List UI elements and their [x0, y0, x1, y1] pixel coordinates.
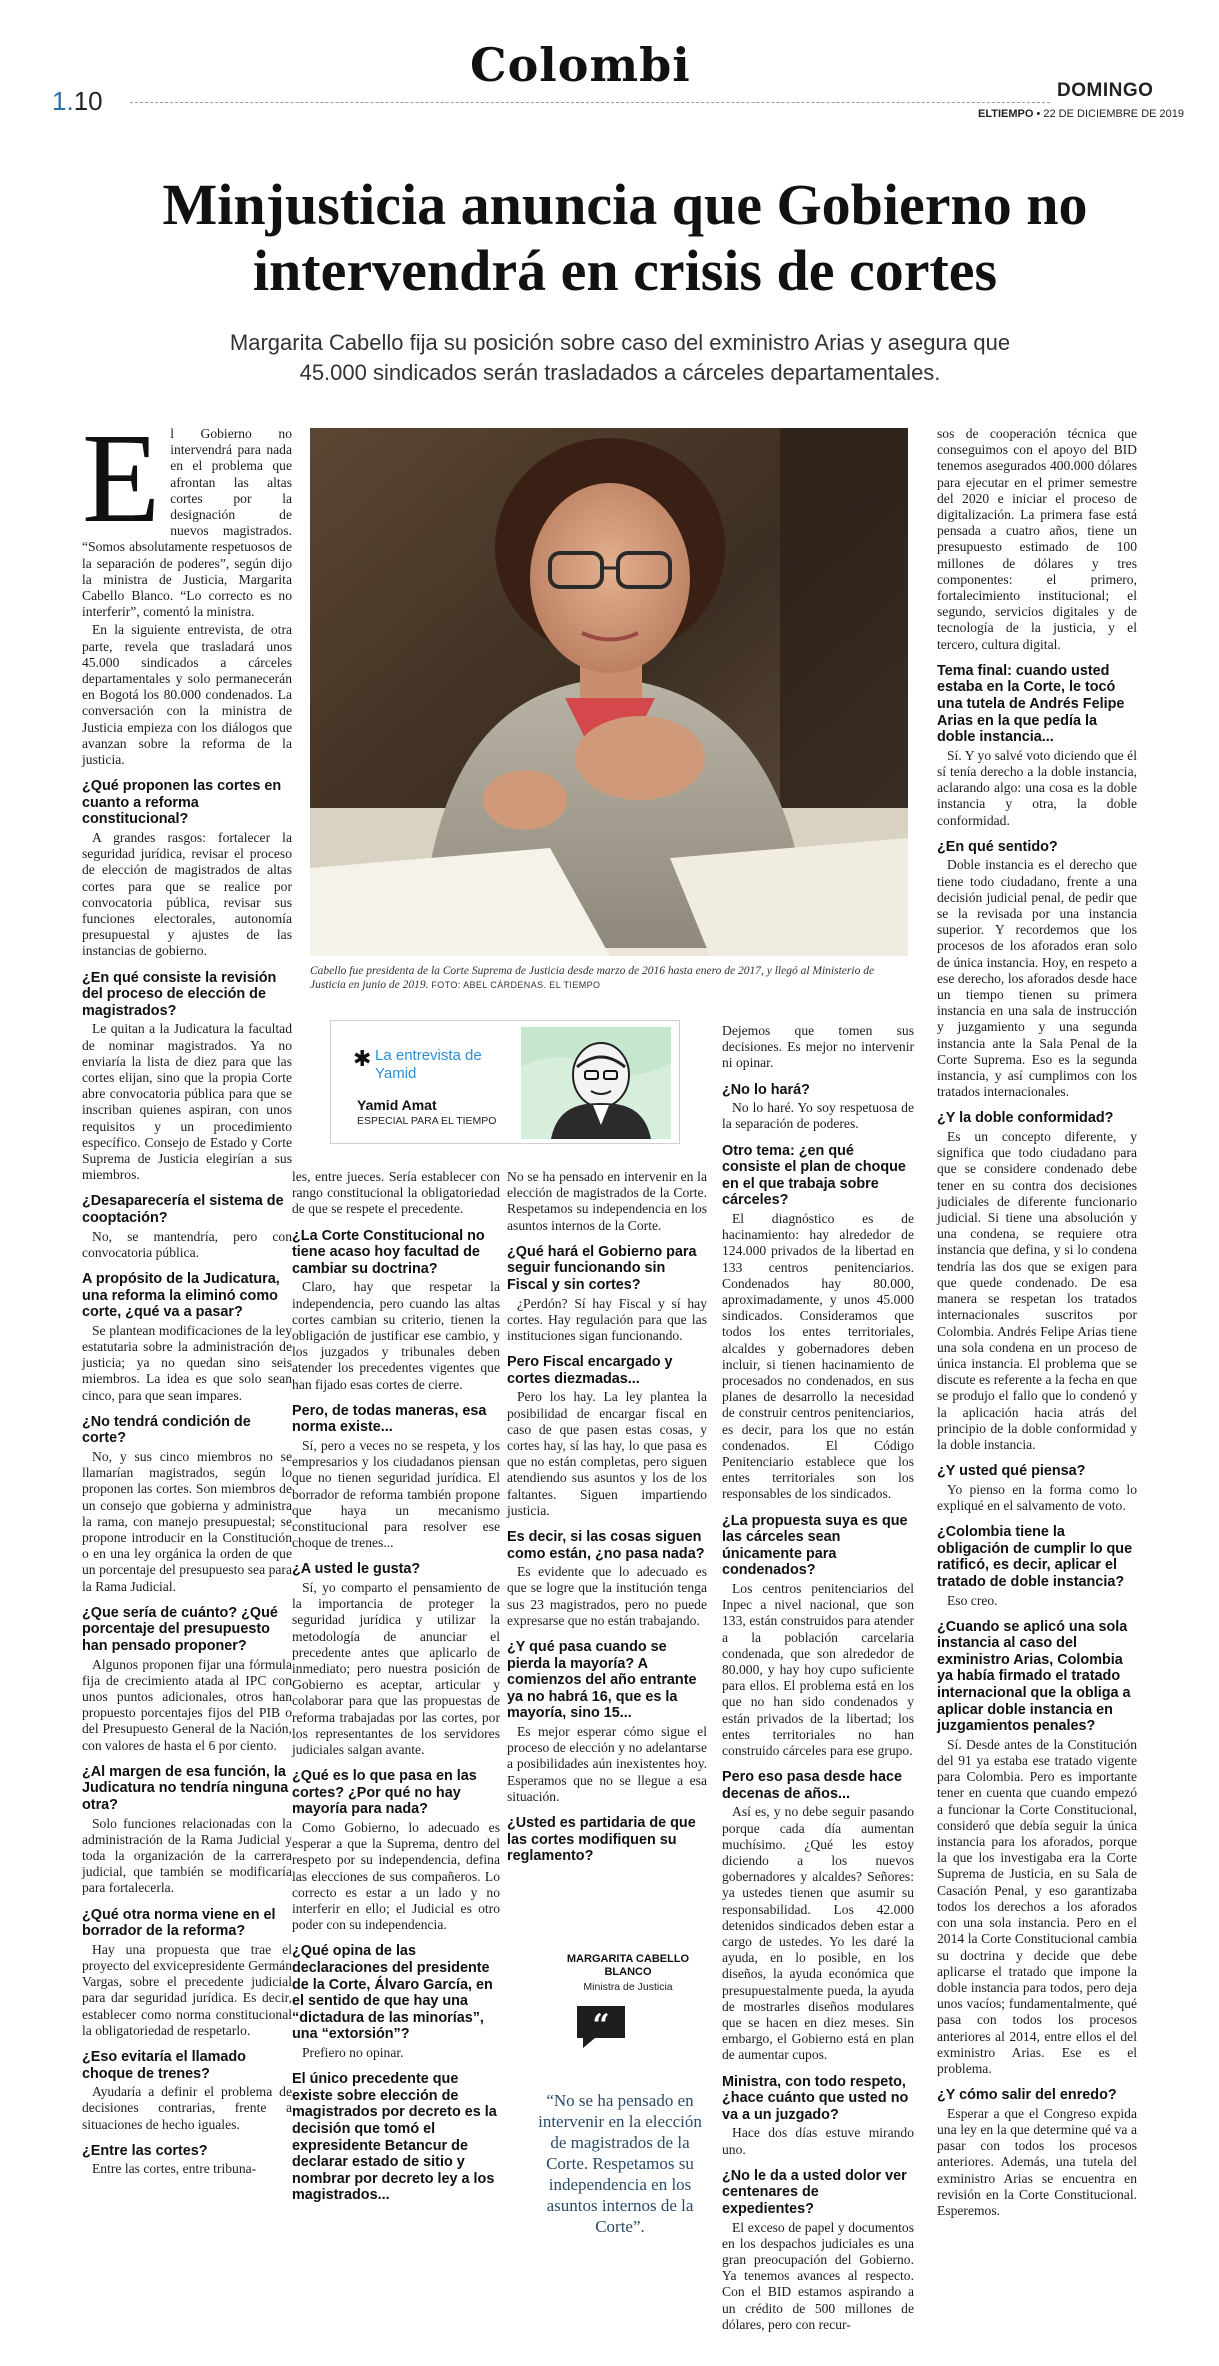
- svg-text:“: “: [592, 2008, 610, 2043]
- question: ¿Y usted qué piensa?: [937, 1463, 1086, 1480]
- question: ¿Y qué pasa cuando se pierda la mayoría? A comienzos del año entrante ya no habrá 16, que es la mayoría, sino 15...: [507, 1639, 697, 1722]
- answer: Hay una propuesta que trae el proyecto del exvicepresidente Germán Vargas, sobre el precedente judicial para dar seguridad jurídica. Es decir, establecer como norma constitucional la obligatoriedad de respetarlo.: [82, 1941, 292, 2038]
- pull-quote: “No se ha pensado en intervenir en la elección de magistrados de la Corte. Respetamos su independencia en los asuntos internos de la Corte”.: [538, 2091, 702, 2236]
- page-section-prefix: 1.: [52, 86, 74, 116]
- answer: El diagnóstico es de hacinamiento: hay alrededor de 124.000 privados de la libertad en 133 centros penitenciarios. Condenados hay 80.000, aproximadamente, y unos 45.000 sindicados. Consideramos que todos los entes territoriales, alcaldes y gobernadores deben incluir, si tienen hacinamiento de procesados no condenados, en sus planes de desarrollo la necesidad de construir centros penitenciarios, es decir, para los que no están condenados. El Código Penitenciario establece que los entes territoriales son los responsables de los sindicados.: [722, 1210, 914, 1502]
- question: ¿Qué opina de las declaraciones del presidente de la Corte, Álvaro García, en el sentido de que hay una “dictadura de las minorías”, una “extorsión”?: [292, 1943, 493, 2043]
- question: El único precedente que existe sobre elección de magistrados por decreto es la decisión que tomó el expresidente Betancur de declarar estado de sitio y nombrar por decreto ley a los magistrados...: [292, 2071, 497, 2204]
- answer: Es mejor esperar cómo sigue el proceso de elección y no adelantarse a posibilidades aún inexistentes hoy. Esperamos que no se llegue a esa situación.: [507, 1723, 707, 1804]
- question: ¿Que sería de cuánto? ¿Qué porcentaje del presupuesto han pensado proponer?: [82, 1604, 278, 1655]
- column-5: [937, 426, 1137, 2276]
- caption-text: Cabello fue presidenta de la Corte Suprema de Justicia desde marzo de 2016 hasta enero de 2017, y llegó al Ministerio de Justicia en junio de 2019.: [310, 965, 875, 991]
- question: ¿Colombia tiene la obligación de cumplir lo que ratificó, es decir, aplicar el tratado de doble instancia?: [937, 1524, 1133, 1590]
- answer: Los centros penitenciarios del Inpec a nivel nacional, que son 133, están construidos para atender a la población carcelaria condenada, que son alrededor de 80.000, y hay hoy cupo suficiente para ellos. El problema está en los que no han sido condenados y están privados de la libertad; los entes territoriales no han construido cárceles para ese grupo.: [722, 1581, 914, 1759]
- question: ¿Desaparecería el sistema de cooptación?: [82, 1193, 284, 1227]
- quote-speaker-role: Ministra de Justicia: [583, 1981, 673, 1993]
- interview-series-label: La entrevista de Yamid: [375, 1047, 482, 1082]
- question: Otro tema: ¿en qué consiste el plan de choque en el que trabaja sobre cárceles?: [722, 1142, 906, 1209]
- question: A propósito de la Judicatura, una reforma la eliminó como corte, ¿qué va a pasar?: [82, 1271, 280, 1321]
- page-number-value: 10: [73, 86, 103, 116]
- quote-speaker-name: MARGARITA CABELLO BLANCO: [566, 1953, 690, 1978]
- question: ¿En qué sentido?: [937, 838, 1058, 855]
- date-text: • 22 DE DICIEMBRE DE 2019: [1033, 108, 1184, 120]
- column-4: [722, 1023, 914, 2332]
- quote-mark-icon: [573, 2002, 629, 2050]
- answer: A grandes rasgos: fortalecer la seguridad jurídica, revisar el proceso de elección de magistrados de altas cortes para que se realice por convocatoria pública, revisar sus funciones electorales, autonomía presupuestal y ajustes de las instancias de gobierno.: [82, 830, 292, 959]
- question: ¿La Corte Constitucional no tiene acaso hoy facultad de cambiar su doctrina?: [292, 1227, 485, 1277]
- answer-continued: les, entre jueces. Sería establecer con rango constitucional la obligatoriedad de que se respete el precedente.: [292, 1169, 500, 1217]
- question: ¿Qué proponen las cortes en cuanto a reforma constitucional?: [82, 778, 282, 828]
- question: ¿Qué hará el Gobierno para seguir funcionando sin Fiscal y sin cortes?: [507, 1243, 697, 1293]
- header-divider: [130, 102, 1050, 103]
- answer: Se plantean modificaciones de la ley estatutaria sobre la administración de justicia; ya no quedan sino seis miembros. La idea es que solo sean cinco, para que sean impares.: [82, 1322, 292, 1403]
- answer-continued: Dejemos que tomen sus decisiones. Es mejor no intervenir ni opinar.: [722, 1023, 914, 1071]
- answer: Como Gobierno, lo adecuado es esperar a que la Suprema, dentro del respeto por su independencia, defina las elecciones de sus compañeros. Lo correcto es estar a un lado y no interferir en ello; el Judicial es otro poder con su independencia.: [292, 1820, 500, 1933]
- answer: Ayudaría a definir el problema de decisiones contrarias, frente a situaciones de hecho iguales.: [82, 2084, 292, 2132]
- photo-illustration: [310, 428, 908, 956]
- answer: Así es, y no debe seguir pasando porque cada día aumentan muchísimo. ¿Qué les estoy diciendo a los nuevos gobernadores y alcaldes? Señores: ya ustedes tienen que asumir su responsabilidad. Los 42.000 detenidos sindicados deben estar a cargo de ustedes. Yo les daré la ayuda, en lo posible, en los diseños, la ayuda económica que presupuestalmente pueda, la ayuda de mostrarles diseños modulares que se hacen en diez meses. Sin embargo, el Gobierno está en plan de aumentar cupos.: [722, 1804, 914, 2063]
- photo-caption: [310, 964, 910, 992]
- answer: Solo funciones relacionadas con la administración de la Rama Judicial y toda la organización de la carrera judicial, que también se modificaría para fortalecerla.: [82, 1815, 292, 1896]
- body-paragraph: En la siguiente entrevista, de otra parte, revela que trasladará unos 45.000 sindicados a cárceles departamentales y solo permanecerán en Bogotá los 80.000 condenados. La conversación con la ministra de Justicia empieza con los diálogos que avanzan sobre la reforma de la justicia.: [82, 622, 292, 768]
- answer-continued: No se ha pensado en intervenir en la elección de magistrados de la Corte. Respetamos su independencia en los asuntos internos de la Corte.: [507, 1169, 707, 1233]
- answer: Prefiero no opinar.: [302, 2045, 404, 2061]
- question: ¿No lo hará?: [722, 1081, 810, 1098]
- answer: El exceso de papel y documentos en los despachos judiciales es una gran preocupación del Gobierno. Ya tenemos avances al respecto. Con el BID estamos aspirando a un crédito de 500 millones de dólares, pero con recur-: [722, 2219, 914, 2332]
- answer: No, se mantendría, pero con convocatoria pública.: [82, 1228, 292, 1260]
- question: ¿Qué es lo que pasa en las cortes? ¿Por qué no hay mayoría para nada?: [292, 1768, 477, 1818]
- intro-paragraph: l Gobierno no intervendrá para nada en el problema que afrontan las altas cortes por la designación de nuevos magistrados. “Somos absolutamente respetuosos de la separación de poderes”, según dijo la ministra de Justicia, Margarita Cabello Blanco. “Lo correcto es no interferir”, comentó la ministra.: [82, 426, 292, 620]
- author-role: ESPECIAL PARA EL TIEMPO: [357, 1115, 497, 1127]
- answer: Hace dos días estuve mirando uno.: [722, 2125, 914, 2157]
- question: ¿Entre las cortes?: [82, 2142, 208, 2159]
- paper-name: ELTIEMPO: [978, 108, 1034, 120]
- answer: Eso creo.: [947, 1592, 998, 1608]
- question: ¿Eso evitaría el llamado choque de trenes?: [82, 2049, 246, 2082]
- question: ¿Usted es partidaria de que las cortes modifiquen su reglamento?: [507, 1815, 696, 1865]
- question: ¿Qué otra norma viene en el borrador de la reforma?: [82, 1906, 276, 1940]
- question: ¿Y la doble conformidad?: [937, 1110, 1114, 1127]
- byline-box: [330, 1020, 680, 1144]
- answer: Pero los hay. La ley plantea la posibilidad de encargar fiscal en caso de que pasen estas cosas, y cortes hay, sí las hay, lo que pasa es que no están completas, pero siguen atendiendo sus asuntos y los de los faltantes. Siguen impartiendo justicia.: [507, 1389, 707, 1518]
- answer: Sí, yo comparto el pensamiento de la importancia de proteger la seguridad jurídica y utilizar la metodología de anunciar el precedente antes que aplicarlo de inmediato; pero nuestra posición de Gobierno es aceptar, articular y colaborar para que las propuestas de reforma trabajadas por las cortes, por los representantes de los servidores judiciales salgan avante.: [292, 1580, 500, 1758]
- answer: Yo pienso en la forma como lo expliqué en el salvamento de voto.: [937, 1481, 1137, 1513]
- answer-continued: sos de cooperación técnica que conseguimos con el apoyo del BID tenemos asegurados 400.000 dólares para ejecutar en el primer semestre del 2020 e iniciar el proceso de digitalización. La primera fase está pensada a cuatro años, tiene un presupuesto estimado de 100 millones de dólares y tres componentes: el primero, fortalecimiento institucional; el segundo, servicios digitales y de tecnología de la justicia, y el tercero, cultura digital.: [937, 426, 1137, 652]
- question: ¿No le da a usted dolor ver centenares de expedientes?: [722, 2167, 907, 2218]
- asterisk-icon: ✱: [353, 1047, 372, 1072]
- question: Pero, de todas maneras, esa norma existe...: [292, 1402, 487, 1436]
- column-2: [292, 1169, 500, 2269]
- answer: Entre las cortes, entre tribuna-: [92, 2161, 257, 2177]
- section-title: Colombi: [470, 38, 691, 92]
- question: Ministra, con todo respeto, ¿hace cuánto que usted no va a un juzgado?: [722, 2073, 909, 2123]
- photo-credit: FOTO: ABEL CÁRDENAS. EL TIEMPO: [431, 980, 601, 990]
- answer: No, y sus cinco miembros no se llamarían magistrados, según lo proponen las cortes. Son miembros de un consejo que gobierna y administra la rama, con manejo presupuestal; se propone introducir en la Constitución o en una ley orgánica la orden de que un porcentaje del presupuesto sea para la Rama Judicial.: [82, 1449, 292, 1594]
- drop-cap: E: [82, 407, 161, 549]
- question: ¿En qué consiste la revisión del proceso de elección de magistrados?: [82, 969, 277, 1019]
- answer: ¿Perdón? Sí hay Fiscal y sí hay cortes. Hay regulación para que las instituciones sigan funcionando.: [507, 1295, 707, 1343]
- question: ¿Al margen de esa función, la Judicatura no tendría ninguna otra?: [82, 1763, 289, 1814]
- question: ¿A usted le gusta?: [292, 1561, 421, 1578]
- answer: Doble instancia es el derecho que tiene todo ciudadano, frente a una decisión judicial penal, de pedir que se la revisada por una instancia superior. Y recordemos que los procesos de los aforados eran solo de única instancia. Hoy, en respeto a ese derecho, los aforados desde hace un tiempo tienen su primera instancia en una sala de instrucción y juzgamiento y una segunda instancia ante la Sala Penal de la Corte Suprema. Eso es la segunda instancia, y así cumplimos con los tratados internacionales.: [937, 857, 1137, 1100]
- page-number: [52, 86, 103, 117]
- answer: Esperar a que el Congreso expida una ley en la que determine qué va a pasar con todos los procesos anteriores. Además, una tutela del exministro Arias se encuentra en revisión en la Corte Constitucional. Esperemos.: [937, 2105, 1137, 2218]
- question: ¿La propuesta suya es que las cárceles sean únicamente para condenados?: [722, 1512, 908, 1579]
- question: Pero Fiscal encargado y cortes diezmadas...: [507, 1354, 673, 1387]
- answer: Sí. Desde antes de la Constitución del 91 ya estaba ese tratado vigente para Colombia. Pero es importante tener en cuenta que cuando empezó a funcionar la Corte Constitucional, consideró que debía seguir la única instancia para los aforados, porque la que los investigaba era la Corte Suprema de Justicia, en su Sala de Casación Penal, y eso garantizaba todos los derechos a los aforados con una sola instancia. Pero en el 2014 la Corte Constitucional cambia su doctrina y decide que debe aplicarse el tratado que impone la doble instancia para todos, pero deja unos vacíos; fundamentalmente, qué pasa con todos los procesos anteriores al 2014, entre ellos el del exministro Arias. Ese es el problema.: [937, 1736, 1137, 2076]
- question: ¿Y cómo salir del enredo?: [937, 2087, 1117, 2104]
- column-1: [82, 407, 292, 2256]
- column-3: [507, 1169, 707, 1929]
- answer: Es evidente que lo adecuado es que se logre que la institución tenga sus 23 magistrados, pero no puede expresarse que no están trabajando.: [507, 1564, 707, 1628]
- deck: Margarita Cabello fija su posición sobre caso del exministro Arias y asegura que 45.000 sindicados serán trasladados a cárceles departamentales.: [229, 330, 1011, 385]
- interview-photo: [310, 428, 908, 956]
- author-portrait: [521, 1027, 671, 1139]
- answer: Le quitan a la Judicatura la facultad de nominar magistrados. Ya no enviaría la lista de diez para que las cortes elijan, sino que la propia Corte abre convocatoria pública para que se inscriban quienes aspiran, con unos requisitos y un procedimiento específico. Consejo de Estado y Corte Suprema de Justicia elegirían a sus miembros.: [82, 1021, 292, 1183]
- headline: Minjusticia anuncia que Gobierno no intervendrá en crisis de cortes: [162, 172, 1088, 303]
- author-name: Yamid Amat: [357, 1097, 437, 1113]
- answer: Sí, pero a veces no se respeta, y los empresarios y los ciudadanos piensan que no tienen seguridad jurídica. El borrador de reforma también propone que haya un mecanismo constitucional para resolver ese choque de trenes...: [292, 1438, 500, 1551]
- day-label: DOMINGO: [1057, 80, 1154, 101]
- dateline: [978, 108, 1184, 120]
- answer: Algunos proponen fijar una fórmula fija de crecimiento atada al IPC con unos puntos adicionales, otros han propuesto porcentajes fijos del PIB o del Presupuesto General de la Nación, con valores de hasta el 6 por ciento.: [82, 1656, 292, 1753]
- question: Pero eso pasa desde hace decenas de años...: [722, 1769, 902, 1802]
- answer: No lo haré. Yo soy respetuosa de la separación de poderes.: [722, 1100, 914, 1132]
- question: ¿Cuando se aplicó una sola instancia al caso del exministro Arias, Colombia ya había firmado el tratado internacional que la obliga a aplicar doble instancia en juzgamientos penales?: [937, 1618, 1131, 1735]
- answer: Claro, hay que respetar la independencia, pero cuando las altas cortes cambian su criterio, tienen la obligación de justificar ese cambio, y los juzgados y tribunales deben atender los precedentes vigentes que han fijado esas cortes de cierre.: [292, 1279, 500, 1392]
- question: Es decir, si las cosas siguen como están, ¿no pasa nada?: [507, 1529, 705, 1562]
- question: Tema final: cuando usted estaba en la Corte, le tocó una tutela de Andrés Felipe Arias en la que pedía la doble instancia...: [937, 662, 1125, 746]
- question: ¿No tendrá condición de corte?: [82, 1413, 251, 1447]
- answer: Sí. Y yo salvé voto diciendo que él sí tenía derecho a la doble instancia, aclarando algo: una cosa es la doble instancia y otra, la doble conformidad.: [937, 747, 1137, 828]
- answer: Es un concepto diferente, y significa que todo ciudadano para que se considere condenado debe tener en su contra dos decisiones judiciales de diferente funcionario judicial. Si tiene una absolución y una condena, se requiere otra instancia que defina, y si lo condena tendría las dos que se exigen para que quede condenado. De esa manera se respetan los tratados internacionales suscritos por Colombia. Andrés Felipe Arias tiene una sola condena en un proceso de única instancia. El problema que se discute es referente a la fecha en que se produjo el fallo que lo condenó y la aplicación hacia atrás del principio de la doble conformidad y la doble instancia.: [937, 1129, 1137, 1452]
